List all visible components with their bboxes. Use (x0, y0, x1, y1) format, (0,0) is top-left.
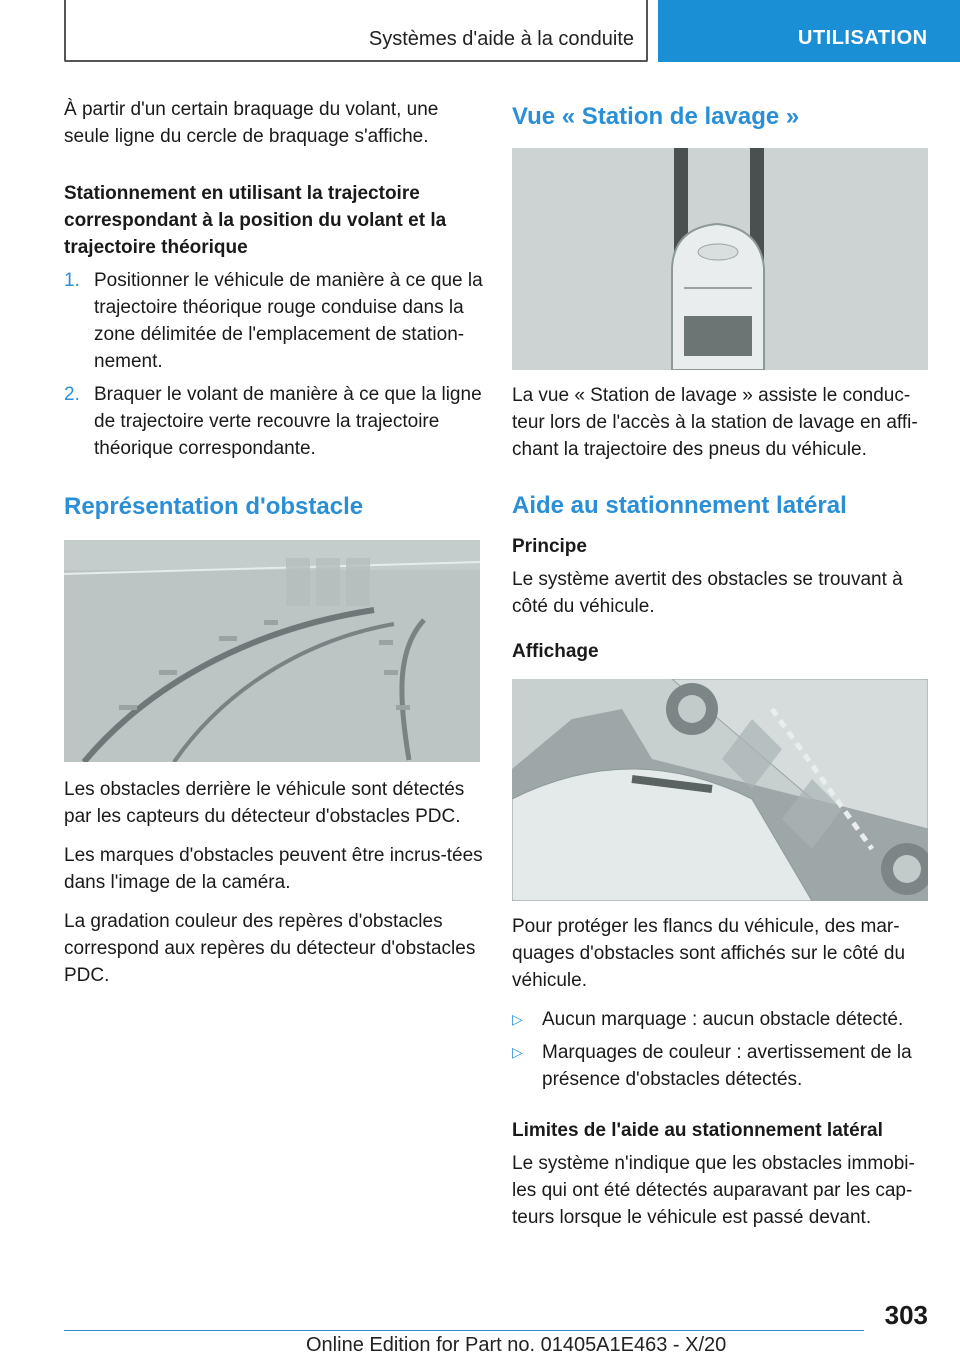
display-bullets (512, 1006, 932, 1093)
limits-text: Le système n'indique que les obstacles immobi‐les qui ont été détectés auparavant par les cap‐teurs lorsque le véhicule est passé devant. (512, 1153, 915, 1228)
step-number: 2. (64, 384, 80, 405)
step-text: Braquer le volant de manière à ce que la ligne de trajectoire verte recouvre la trajectoire théorique correspondante. (94, 384, 482, 459)
wash-description: La vue « Station de lavage » assiste le conduc‐teur lors de l'accès à la station de lavage en affi‐chant la trajectoire des pneus du véhicule. (512, 385, 918, 460)
obstacle-paragraph: Les obstacles derrière le véhicule sont détectés par les capteurs du détecteur d'obstacles PDC. (64, 779, 465, 827)
bullet-text: Aucun marquage : aucun obstacle détecté. (542, 1009, 904, 1030)
obstacle-paragraph: La gradation couleur des repères d'obstacles correspond aux repères du détecteur d'obstacles PDC. (64, 911, 476, 986)
section-title: Systèmes d'aide à la conduite (368, 28, 634, 50)
lateral-heading: Aide au stationnement latéral (512, 492, 847, 519)
bullet-text: Marquages de couleur : avertissement de la présence d'obstacles détectés. (542, 1042, 912, 1090)
chapter-tab[interactable]: UTILISATION (658, 0, 960, 62)
obstacle-heading: Représentation d'obstacle (64, 493, 364, 520)
triangle-icon: ▷ (512, 1044, 523, 1060)
side-parking-illustration (512, 679, 928, 901)
parking-steps (64, 267, 484, 462)
list-item (64, 267, 484, 375)
display-heading: Affichage (512, 641, 599, 662)
display-description: Pour protéger les flancs du véhicule, des mar‐quages d'obstacles sont affichés sur le côté du véhicule. (512, 916, 906, 991)
obstacle-camera-image (64, 540, 480, 762)
obstacle-paragraph: Les marques d'obstacles peuvent être incrus‐tées dans l'image de la caméra. (64, 845, 483, 893)
intro-paragraph: À partir d'un certain braquage du volant, une seule ligne du cercle de braquage s'affiche. (64, 99, 439, 147)
wash-heading: Vue « Station de lavage » (512, 103, 800, 130)
page-number: 303 (884, 1300, 928, 1330)
wash-illustration (512, 148, 928, 370)
step-text: Positionner le véhicule de manière à ce que la trajectoire théorique rouge conduise dans la zone délimitée de l'emplacement de station‐nement. (94, 270, 483, 372)
list-item (512, 1039, 932, 1093)
footer-divider (64, 1330, 864, 1331)
wash-station-image (512, 148, 928, 370)
list-item (64, 381, 484, 462)
obstacle-illustration (64, 540, 480, 762)
parking-heading: Stationnement en utilisant la trajectoire correspondant à la position du volant et la trajectoire théorique (64, 183, 447, 258)
step-number: 1. (64, 270, 80, 291)
right-column (512, 96, 932, 1243)
triangle-icon: ▷ (512, 1011, 523, 1027)
side-parking-image (512, 679, 928, 901)
limits-heading: Limites de l'aide au stationnement latéral (512, 1120, 883, 1141)
list-item (512, 1006, 932, 1033)
principle-text: Le système avertit des obstacles se trouvant à côté du véhicule. (512, 569, 903, 617)
left-column (64, 96, 484, 1001)
edition-footer: Online Edition for Part no. 01405A1E463 - X/20 (306, 1334, 727, 1356)
principle-heading: Principe (512, 536, 587, 557)
